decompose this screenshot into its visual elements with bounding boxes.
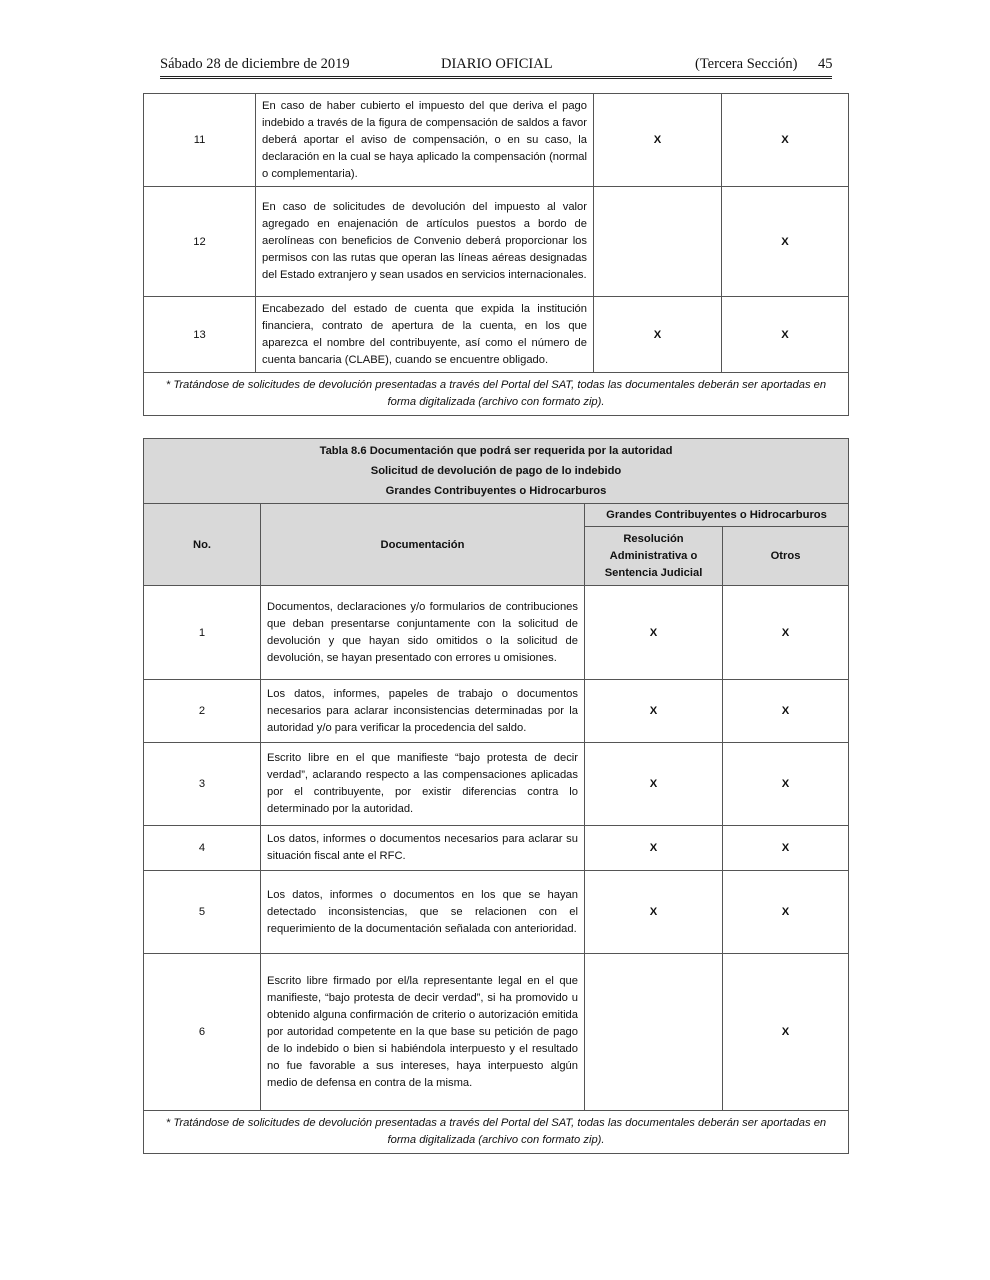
header-date: Sábado 28 de diciembre de 2019 bbox=[160, 56, 350, 72]
row-mark-otros: X bbox=[722, 187, 849, 297]
row-mark-resolucion: X bbox=[585, 826, 723, 871]
row-description: Escrito libre en el que manifieste “bajo protesta de decir verdad”, aclarando respecto a las compensaciones aplicadas por el contribuyente, por existir diferencias contra lo determinado por la autoridad. bbox=[261, 743, 585, 826]
row-description: Encabezado del estado de cuenta que expida la institución financiera, contrato de apertura de la cuenta, en los que aparezca el nombre del contribuyente, así como el número de cuenta bancaria (CLABE), cuando se encuentre obligado. bbox=[256, 297, 594, 373]
column-header-otros: Otros bbox=[723, 527, 849, 586]
row-mark-otros: X bbox=[723, 743, 849, 826]
table-note-row bbox=[144, 1111, 849, 1154]
table-row bbox=[144, 871, 849, 954]
table-title-row bbox=[144, 439, 849, 504]
row-number: 5 bbox=[144, 871, 261, 954]
table-title-line: Solicitud de devolución de pago de lo indebido bbox=[370, 465, 622, 477]
table-title-line: Grandes Contribuyentes o Hidrocarburos bbox=[385, 485, 607, 497]
row-description: Los datos, informes o documentos necesarios para aclarar su situación fiscal ante el RFC. bbox=[261, 826, 585, 871]
row-description: Escrito libre firmado por el/la representante legal en el que manifieste, “bajo protesta de decir verdad”, si ha promovido u obtenido alguna confirmación de criterio o autorización emitida por autoridad competente en la que base su petición de pago de lo indebido o bien si habiéndola interpuesto y el resultado no fue favorable a sus intereses, haya interpuesto algún medio de defensa en contra de la misma. bbox=[261, 954, 585, 1111]
table-row bbox=[144, 680, 849, 743]
row-description: En caso de solicitudes de devolución del impuesto al valor agregado en enajenación de artículos puestos a bordo de aerolíneas con beneficios de Convenio deberá proporcionar los permisos con las rutas que operan las líneas aéreas designadas del Estado extranjero y sean usados en servicios internacionales. bbox=[256, 187, 594, 297]
column-header-resolucion: Resolución Administrativa o Sentencia Judicial bbox=[585, 527, 723, 586]
row-number: 11 bbox=[144, 94, 256, 187]
row-number: 3 bbox=[144, 743, 261, 826]
header-page-number: 45 bbox=[818, 56, 833, 72]
table-header-row bbox=[144, 504, 849, 527]
row-mark-resolucion: X bbox=[594, 94, 722, 187]
header-rule bbox=[160, 76, 832, 79]
table-8-6 bbox=[143, 438, 849, 1154]
table-note-row bbox=[144, 373, 849, 416]
table-row bbox=[144, 94, 849, 187]
row-number: 6 bbox=[144, 954, 261, 1111]
table-title-line: Tabla 8.6 Documentación que podrá ser requerida por la autoridad bbox=[319, 445, 673, 457]
page-header bbox=[160, 56, 832, 78]
header-section: (Tercera Sección) bbox=[695, 56, 798, 72]
row-mark-resolucion bbox=[585, 954, 723, 1111]
row-number: 4 bbox=[144, 826, 261, 871]
table-title bbox=[144, 439, 849, 504]
row-mark-otros: X bbox=[722, 94, 849, 187]
table-row bbox=[144, 297, 849, 373]
row-mark-resolucion: X bbox=[585, 743, 723, 826]
row-mark-otros: X bbox=[723, 871, 849, 954]
row-number: 13 bbox=[144, 297, 256, 373]
row-mark-resolucion: X bbox=[585, 871, 723, 954]
row-number: 1 bbox=[144, 586, 261, 680]
header-publication: DIARIO OFICIAL bbox=[441, 56, 553, 72]
row-description: En caso de haber cubierto el impuesto del que deriva el pago indebido a través de la figura de compensación de saldos a favor deberá aportar el aviso de compensación, o en su caso, la declaración en la cual se haya aplicado la compensación (normal o complementaria). bbox=[256, 94, 594, 187]
row-mark-otros: X bbox=[722, 297, 849, 373]
table-note: * Tratándose de solicitudes de devolución presentadas a través del Portal del SAT, todas las documentales deberán ser aportadas en forma digitalizada (archivo con formato zip). bbox=[144, 373, 849, 416]
row-number: 2 bbox=[144, 680, 261, 743]
table-row bbox=[144, 586, 849, 680]
table-note: * Tratándose de solicitudes de devolución presentadas a través del Portal del SAT, todas las documentales deberán ser aportadas en forma digitalizada (archivo con formato zip). bbox=[144, 1111, 849, 1154]
row-description: Los datos, informes, papeles de trabajo o documentos necesarios para aclarar inconsistencias determinadas por la autoridad y/o para verificar la procedencia del saldo. bbox=[261, 680, 585, 743]
row-description: Documentos, declaraciones y/o formularios de contribuciones que deban presentarse conjuntamente con la solicitud de devolución y que hayan sido omitidos o la solicitud de devolución, se hayan presentado con errores u omisiones. bbox=[261, 586, 585, 680]
row-mark-otros: X bbox=[723, 826, 849, 871]
row-mark-resolucion: X bbox=[585, 680, 723, 743]
row-mark-otros: X bbox=[723, 680, 849, 743]
row-number: 12 bbox=[144, 187, 256, 297]
table-row bbox=[144, 826, 849, 871]
row-mark-resolucion: X bbox=[585, 586, 723, 680]
row-mark-otros: X bbox=[723, 586, 849, 680]
table-row bbox=[144, 743, 849, 826]
table-row bbox=[144, 954, 849, 1111]
row-mark-resolucion bbox=[594, 187, 722, 297]
row-mark-otros: X bbox=[723, 954, 849, 1111]
table-row bbox=[144, 187, 849, 297]
column-header-no: No. bbox=[144, 504, 261, 586]
column-header-documentacion: Documentación bbox=[261, 504, 585, 586]
row-mark-resolucion: X bbox=[594, 297, 722, 373]
column-group-header: Grandes Contribuyentes o Hidrocarburos bbox=[585, 504, 849, 527]
row-description: Los datos, informes o documentos en los que se hayan detectado inconsistencias, que se relacionen con el requerimiento de la documentación señalada con anterioridad. bbox=[261, 871, 585, 954]
table-continuation bbox=[143, 93, 849, 416]
